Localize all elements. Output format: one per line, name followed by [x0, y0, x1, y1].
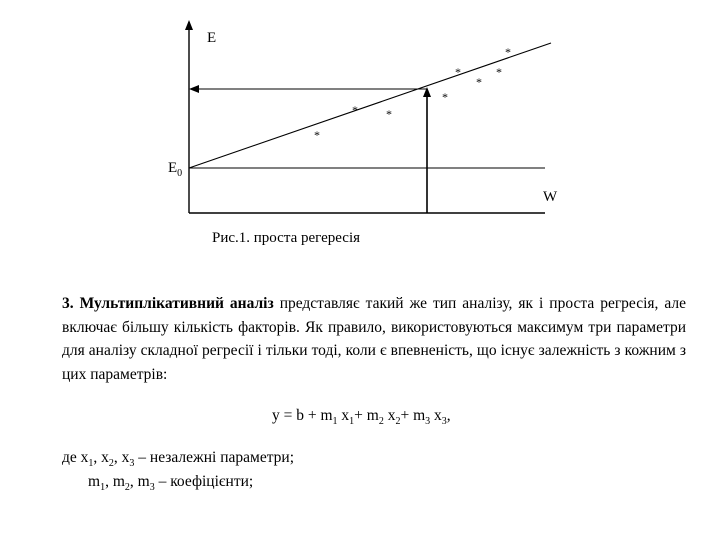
- intercept-label: $E_0$: [168, 160, 183, 179]
- paragraph: [62, 292, 686, 386]
- data-point: *: [386, 107, 392, 121]
- y-axis-arrowhead: [185, 20, 193, 30]
- data-point: *: [476, 75, 482, 89]
- data-point: *: [496, 65, 502, 79]
- data-point: *: [442, 90, 448, 104]
- paragraph-body: представляє такий же тип аналізу, як і проста регресія, але включає більшу кількість факторів. Як правило, використовуються максимум три параметри для аналізу складної регресії і тільки тоді, коли є впевненість, що існує залежність з кожним з цих параметрів:: [62, 295, 687, 383]
- definition-parameters: де $x_1$, $x_2$, $x_3$ – незалежні параметри;: [62, 449, 295, 470]
- regression-line: [189, 43, 551, 168]
- paragraph-lead: 3. Мультиплікативний аналіз: [62, 295, 274, 312]
- figure-caption: Рис.1. проста регересія: [212, 230, 361, 246]
- definition-coefficients: $m_1$, $m_2$, $m_3$ – коефіцієнти;: [88, 473, 254, 494]
- formula: $y = b + m_1$ $x_1+ m_2$ $x_2+ m_3$ $x_3$,: [272, 407, 451, 428]
- projection-horizontal-arrowhead: [189, 85, 199, 93]
- y-axis-label: E: [207, 30, 217, 46]
- data-point: *: [455, 65, 461, 79]
- data-point: *: [505, 45, 511, 59]
- data-point: *: [314, 128, 320, 142]
- x-axis-label: W: [543, 189, 558, 205]
- data-point: *: [352, 103, 358, 117]
- regression-figure: [0, 0, 720, 230]
